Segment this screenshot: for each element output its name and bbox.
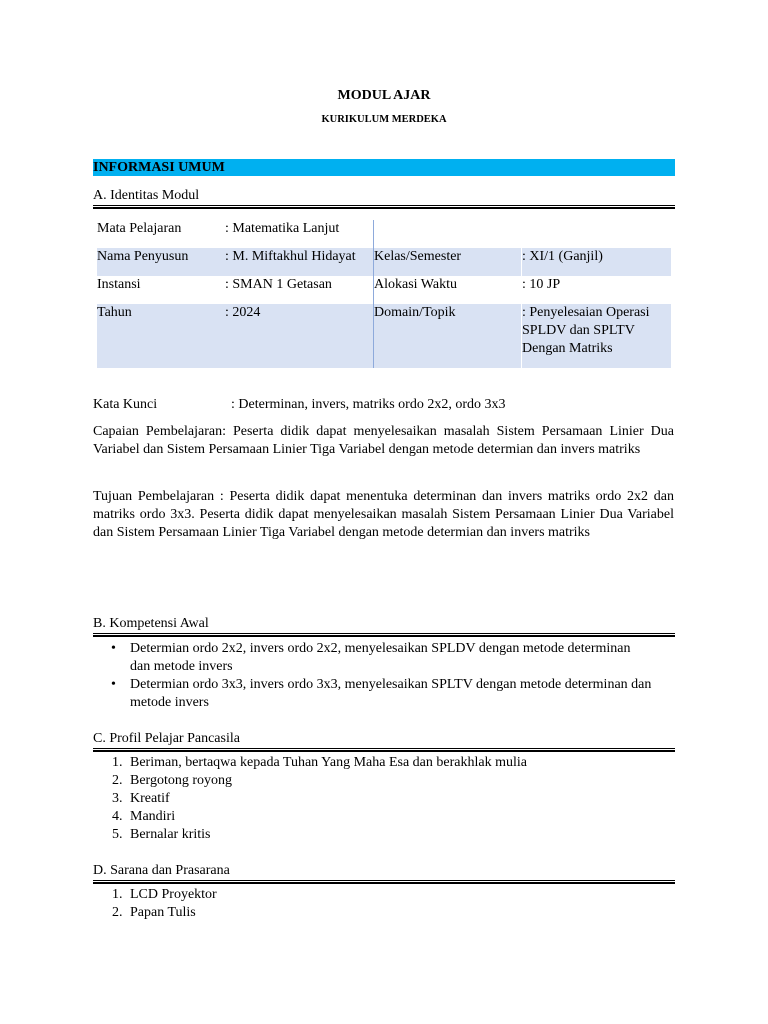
section-b-rule-thin (93, 633, 675, 634)
section-a-rule (93, 207, 675, 209)
list-number: 5. (112, 827, 123, 842)
table-cell-value: : XI/1 (Ganjil) (522, 249, 603, 264)
list-text: Mandiri (130, 809, 176, 824)
list-text: Bergotong royong (130, 773, 233, 788)
list-item: • Determian ordo 3x3, invers ordo 3x3, menyelesaikan SPLTV dengan metode determinan dan metode invers (93, 676, 653, 712)
document-subtitle: KURIKULUM MERDEKA (321, 114, 447, 125)
table-cell-value: : Matematika Lanjut (225, 221, 340, 236)
section-c-heading: C. Profil Pelajar Pancasila (93, 731, 240, 746)
list-number: 4. (112, 809, 123, 824)
section-c-rule (93, 750, 675, 752)
list-number: 1. (112, 887, 123, 902)
list-number: 2. (112, 905, 123, 920)
list-number: 3. (112, 791, 123, 806)
kata-kunci-value: : Determinan, invers, matriks ordo 2x2, ordo 3x3 (231, 397, 506, 412)
list-item (93, 826, 653, 844)
profil-list (93, 754, 653, 844)
list-item (93, 904, 653, 922)
section-d-rule (93, 882, 675, 884)
section-b-heading: B. Kompetensi Awal (93, 616, 209, 631)
info-umum-bar: INFORMASI UMUM (93, 159, 675, 176)
list-text: Papan Tulis (130, 905, 196, 920)
list-item: • Determian ordo 2x2, invers ordo 2x2, menyelesaikan SPLDV dengan metode determinan dan metode invers (93, 640, 653, 676)
table-cell-value: : 2024 (225, 305, 261, 320)
kompetensi-list (93, 640, 653, 712)
table-column-divider (373, 220, 374, 368)
table-cell-value: : M. Miftakhul Hidayat (225, 249, 356, 264)
section-a-heading: A. Identitas Modul (93, 188, 200, 203)
table-cell-label: Mata Pelajaran (97, 221, 182, 236)
list-text: LCD Proyektor (130, 887, 217, 902)
table-cell-label: Alokasi Waktu (374, 277, 457, 292)
table-cell-value: : 10 JP (522, 277, 561, 292)
tujuan-pembelajaran: Tujuan Pembelajaran : Peserta didik dapat menentuka determinan dan invers matriks ordo 2x2 dan matriks ordo 3x3. Peserta didik dapat menyelesaikan masalah Sistem Persamaan Linier Dua Variabel dan Sistem Persamaan Linier Tiga Variabel dengan metode determian dan invers matriks (93, 489, 674, 540)
list-number: 2. (112, 773, 123, 788)
list-text: Bernalar kritis (130, 827, 211, 842)
list-item (93, 808, 653, 826)
sarana-list (93, 886, 653, 922)
capaian-pembelajaran: Capaian Pembelajaran: Peserta didik dapat menyelesaikan masalah Sistem Persamaan Linier Dua Variabel dan Sistem Persamaan Linier Tiga Variabel dengan metode determian dan invers matriks (93, 424, 674, 457)
section-d-heading: D. Sarana dan Prasarana (93, 863, 230, 878)
section-d-rule-thin (93, 880, 675, 881)
section-c-rule-thin (93, 748, 675, 749)
list-text: Beriman, bertaqwa kepada Tuhan Yang Maha Esa dan berakhlak mulia (130, 755, 527, 770)
table-cell-value: : SMAN 1 Getasan (225, 277, 332, 292)
table-cell-label: Domain/Topik (374, 305, 456, 320)
list-text: Kreatif (130, 791, 170, 806)
section-b-rule (93, 635, 675, 637)
list-item (93, 772, 653, 790)
list-item (93, 886, 653, 904)
kata-kunci-label: Kata Kunci (93, 397, 158, 412)
table-cell-label: Nama Penyusun (97, 249, 189, 264)
list-number: 1. (112, 755, 123, 770)
table-cell-label: Instansi (97, 277, 141, 292)
table-cell-label: Tahun (97, 305, 132, 320)
table-cell-value: : Penyelesaian Operasi SPLDV dan SPLTV Dengan Matriks (522, 305, 650, 356)
list-item (93, 790, 653, 808)
document-title: MODUL AJAR (337, 88, 431, 103)
table-cell-label: Kelas/Semester (374, 249, 462, 264)
section-a-rule-thin (93, 205, 675, 206)
list-item (93, 754, 653, 772)
